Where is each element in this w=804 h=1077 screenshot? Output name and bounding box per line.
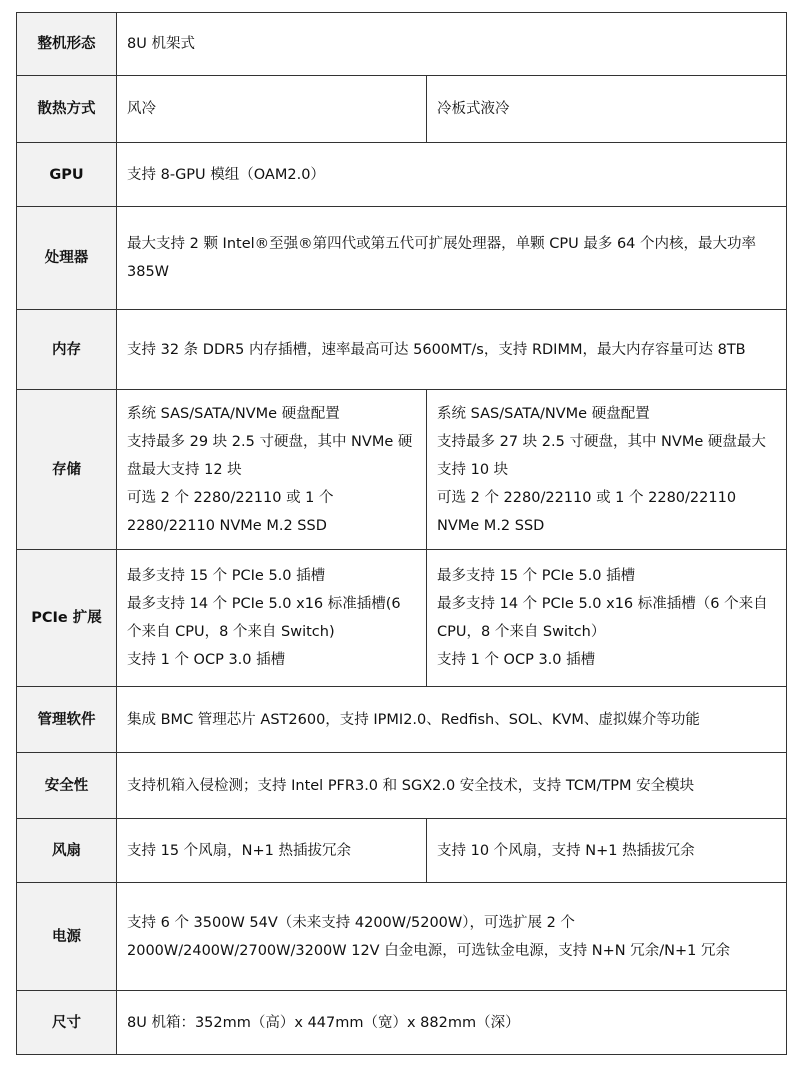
row-security: [17, 753, 787, 819]
storage-air-line: 系统 SAS/SATA/NVMe 硬盘配置: [127, 405, 340, 422]
row-gpu: [17, 143, 787, 207]
row-label: 散热方式: [17, 76, 117, 143]
storage-liquid-line: 可选 2 个 2280/22110 或 1 个 2280/22110 NVMe M.2 SSD: [437, 489, 737, 534]
row-storage: [17, 390, 787, 550]
spec-table: [16, 12, 787, 1055]
row-label: 整机形态: [17, 13, 117, 76]
row-label: 尺寸: [17, 991, 117, 1055]
row-value: 8U 机箱：352mm（高）x 447mm（宽）x 882mm（深）: [117, 991, 787, 1055]
cooling-liquid: 冷板式液冷: [427, 76, 787, 143]
storage-liquid-line: 支持最多 27 块 2.5 寸硬盘，其中 NVMe 硬盘最大支持 10 块: [437, 433, 766, 478]
row-value: 最大支持 2 颗 Intel®至强®第四代或第五代可扩展处理器，单颗 CPU 最多 64 个内核，最大功率 385W: [117, 207, 787, 310]
row-cooling: [17, 76, 787, 143]
pcie-air: [117, 550, 427, 687]
pcie-air-line: 最多支持 14 个 PCIe 5.0 x16 标准插槽(6 个来自 CPU，8 个来自 Switch): [127, 596, 401, 640]
row-label: 电源: [17, 883, 117, 991]
pcie-liquid: [427, 550, 787, 687]
pcie-air-line: 最多支持 15 个 PCIe 5.0 插槽: [127, 568, 326, 584]
row-label: PCIe 扩展: [17, 550, 117, 687]
storage-liquid-line: 系统 SAS/SATA/NVMe 硬盘配置: [437, 405, 650, 422]
pcie-liquid-line: 支持 1 个 OCP 3.0 插槽: [437, 652, 596, 668]
row-label: 风扇: [17, 819, 117, 883]
row-value: 支持 8-GPU 模组（OAM2.0）: [117, 143, 787, 207]
row-value: 支持机箱入侵检测；支持 Intel PFR3.0 和 SGX2.0 安全技术，支持 TCM/TPM 安全模块: [117, 753, 787, 819]
row-label: GPU: [17, 143, 117, 207]
row-management: [17, 687, 787, 753]
row-value: 支持 6 个 3500W 54V（未来支持 4200W/5200W），可选扩展 2 个 2000W/2400W/2700W/3200W 12V 白金电源，可选钛金电源，支持 N+N 冗余/N+1 冗余: [117, 883, 787, 991]
row-value: 8U 机架式: [117, 13, 787, 76]
pcie-air-line: 支持 1 个 OCP 3.0 插槽: [127, 652, 286, 668]
row-label: 内存: [17, 310, 117, 390]
row-fans: [17, 819, 787, 883]
storage-liquid: [427, 390, 787, 550]
storage-air: [117, 390, 427, 550]
pcie-liquid-line: 最多支持 14 个 PCIe 5.0 x16 标准插槽（6 个来自 CPU，8 个来自 Switch）: [437, 596, 768, 640]
row-form-factor: [17, 13, 787, 76]
fans-air: 支持 15 个风扇，N+1 热插拔冗余: [117, 819, 427, 883]
row-value: 支持 32 条 DDR5 内存插槽，速率最高可达 5600MT/s，支持 RDIMM，最大内存容量可达 8TB: [117, 310, 787, 390]
row-pcie: [17, 550, 787, 687]
storage-air-line: 可选 2 个 2280/22110 或 1 个 2280/22110 NVMe M.2 SSD: [127, 489, 334, 534]
pcie-liquid-line: 最多支持 15 个 PCIe 5.0 插槽: [437, 568, 636, 584]
row-value: 集成 BMC 管理芯片 AST2600，支持 IPMI2.0、Redfish、SOL、KVM、虚拟媒介等功能: [117, 687, 787, 753]
fans-liquid: 支持 10 个风扇，支持 N+1 热插拔冗余: [427, 819, 787, 883]
storage-air-line: 支持最多 29 块 2.5 寸硬盘，其中 NVMe 硬盘最大支持 12 块: [127, 433, 413, 478]
row-memory: [17, 310, 787, 390]
cooling-air: 风冷: [117, 76, 427, 143]
row-label: 管理软件: [17, 687, 117, 753]
row-power: [17, 883, 787, 991]
row-label: 处理器: [17, 207, 117, 310]
row-label: 存储: [17, 390, 117, 550]
row-label: 安全性: [17, 753, 117, 819]
row-dimensions: [17, 991, 787, 1055]
row-cpu: [17, 207, 787, 310]
